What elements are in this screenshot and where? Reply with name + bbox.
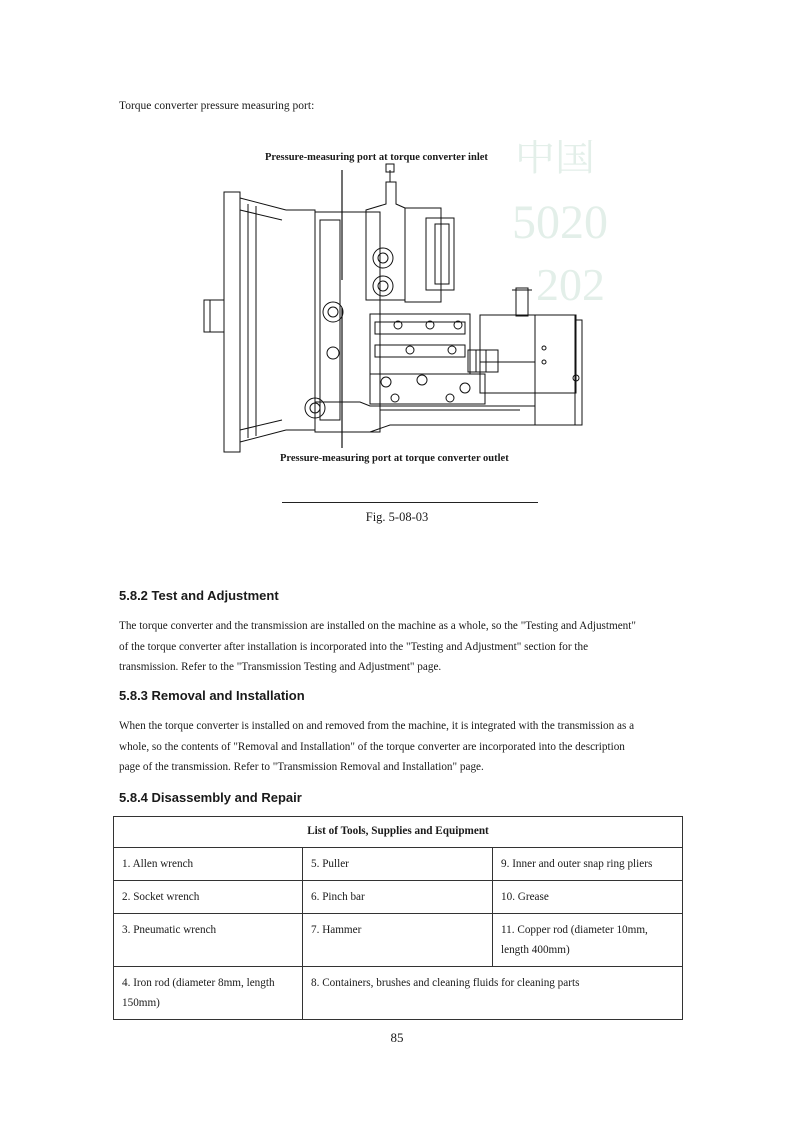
inlet-port-label: Pressure-measuring port at torque converter inlet <box>265 152 488 163</box>
table-row <box>114 967 683 1020</box>
table-row <box>114 914 683 967</box>
table-cell: 5. Puller <box>303 848 493 881</box>
table-title-row <box>114 817 683 848</box>
section-heading-removal-installation: 5.8.3 Removal and Installation <box>119 688 305 703</box>
figure-rule <box>282 502 538 503</box>
section-heading-test-adjustment: 5.8.2 Test and Adjustment <box>119 588 279 603</box>
test-adjustment-paragraph <box>119 616 679 678</box>
table-cell: 9. Inner and outer snap ring pliers <box>493 848 683 881</box>
paragraph-line: When the torque converter is installed on and removed from the machine, it is integrated with the transmission as a <box>119 720 635 732</box>
watermark-line-3: 202 <box>536 259 605 310</box>
table-title: List of Tools, Supplies and Equipment <box>114 817 683 848</box>
watermark-line-2: 5020 <box>512 196 608 249</box>
paragraph-line: The torque converter and the transmission are installed on the machine as a whole, so the "Testing and Adjustment" <box>119 620 636 632</box>
paragraph-line: whole, so the contents of "Removal and Installation" of the torque converter are incorporated into the description <box>119 740 625 753</box>
table-cell: 1. Allen wrench <box>114 848 303 881</box>
page-number: 85 <box>390 1030 404 1045</box>
section-heading-disassembly-repair: 5.8.4 Disassembly and Repair <box>119 790 302 805</box>
outlet-port-label: Pressure-measuring port at torque converter outlet <box>280 453 509 464</box>
intro-text: Torque converter pressure measuring port: <box>119 100 315 112</box>
paragraph-line: page of the transmission. Refer to "Transmission Removal and Installation" page. <box>119 761 484 773</box>
table-cell: 4. Iron rod (diameter 8mm, length 150mm) <box>114 967 303 1020</box>
paragraph-line: of the torque converter after installation is incorporated into the "Testing and Adjustment" section for the <box>119 640 589 653</box>
paragraph-line: transmission. Refer to the "Transmission Testing and Adjustment" page. <box>119 661 442 673</box>
table-cell: 2. Socket wrench <box>114 881 303 914</box>
tools-table <box>113 816 683 1020</box>
table-row <box>114 848 683 881</box>
transmission-drawing <box>190 140 610 480</box>
table-cell: 10. Grease <box>493 881 683 914</box>
table-cell: 8. Containers, brushes and cleaning fluids for cleaning parts <box>303 967 683 1020</box>
table-cell: 7. Hammer <box>303 914 493 967</box>
table-cell: 6. Pinch bar <box>303 881 493 914</box>
table-cell: 3. Pneumatic wrench <box>114 914 303 967</box>
removal-installation-paragraph <box>119 716 679 778</box>
watermark <box>512 140 608 310</box>
table-row <box>114 881 683 914</box>
table-cell: 11. Copper rod (diameter 10mm, length 400mm) <box>493 914 683 967</box>
watermark-line-1: 中国 <box>515 140 595 179</box>
figure-caption: Fig. 5-08-03 <box>365 510 429 524</box>
torque-converter-figure <box>190 140 610 480</box>
